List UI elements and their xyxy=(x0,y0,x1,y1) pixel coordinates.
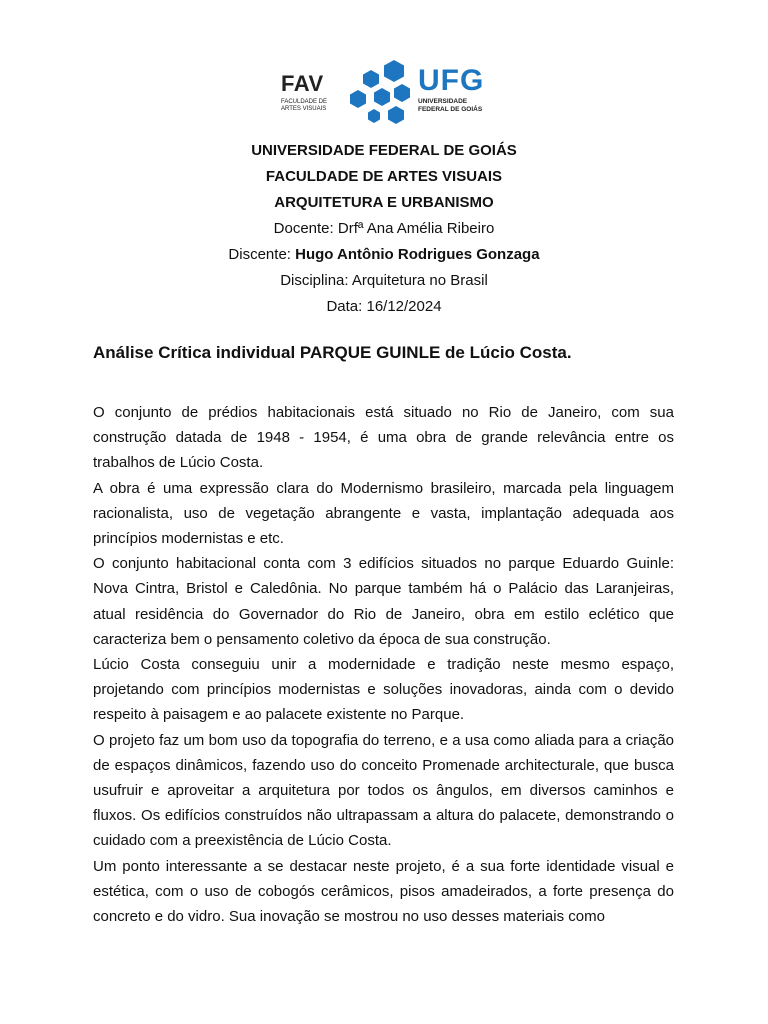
fav-logo xyxy=(281,72,341,113)
course-name: ARQUITETURA E URBANISMO xyxy=(274,194,494,211)
discente-name: Hugo Antônio Rodrigues Gonzaga xyxy=(295,246,540,263)
ufg-logo-subtitle-line-1: UNIVERSIDADE xyxy=(418,98,468,105)
fav-logo-subtitle xyxy=(281,99,341,113)
fav-logo-title: FAV xyxy=(281,71,324,96)
ufg-logo-subtitle xyxy=(418,98,484,114)
paragraph: A obra é uma expressão clara do Modernismo brasileiro, marcada pela linguagem racionalista, uso de vegetação abrangente e vasta, implantação adequada aos princípios modernistas e etc. xyxy=(93,479,674,548)
paragraph: O conjunto habitacional conta com 3 edifícios situados no parque Eduardo Guinle: Nova Cintra, Bristol e Caledônia. No parque também há o Palácio das Laranjeiras, atual residência do Governador do Rio de Janeiro, obra em estilo eclético que caracteriza bem o pensamento coletivo da época de sua construção. xyxy=(93,555,674,648)
paragraph: Um ponto interessante a se destacar neste projeto, é a sua forte identidade visual e estética, com o uso de cobogós cerâmicos, pisos amadeirados, a forte presença do concreto e do vidro. Sua inovação se mostrou no uso desses materiais como xyxy=(93,857,674,926)
date-line: Data: 16/12/2024 xyxy=(326,298,442,315)
ufg-logo xyxy=(418,66,484,114)
discente-line xyxy=(0,244,768,270)
fav-logo-subtitle-line-2: ARTES VISUAIS xyxy=(281,106,327,112)
disciplina-line: Disciplina: Arquitetura no Brasil xyxy=(280,272,488,289)
document-title: Análise Crítica individual PARQUE GUINLE de Lúcio Costa. xyxy=(93,343,572,362)
ufg-logo-title: UFG xyxy=(418,64,485,97)
document-header xyxy=(0,140,768,322)
ufg-hexagon-icon xyxy=(344,56,416,128)
document-body xyxy=(93,400,674,929)
faculty-name: FACULDADE DE ARTES VISUAIS xyxy=(265,168,503,185)
paragraph: Lúcio Costa conseguiu unir a modernidade e tradição neste mesmo espaço, projetando com princípios modernistas e soluções inovadoras, ainda com o devido respeito à paisagem e ao palacete existente no Parque. xyxy=(93,656,674,724)
logo-header xyxy=(0,52,768,132)
fav-logo-subtitle-line-1: FACULDADE DE xyxy=(281,99,328,105)
ufg-logo-subtitle-line-2: FEDERAL DE GOIÁS xyxy=(418,106,483,113)
docente-line: Docente: Drfª Ana Amélia Ribeiro xyxy=(273,220,495,237)
discente-label: Discente: xyxy=(228,246,296,263)
paragraph: O conjunto de prédios habitacionais está situado no Rio de Janeiro, com sua construção datada de 1948 - 1954, é uma obra de grande relevância entre os trabalhos de Lúcio Costa. xyxy=(93,404,674,472)
paragraph: O projeto faz um bom uso da topografia do terreno, e a usa como aliada para a criação de espaços dinâmicos, fazendo uso do conceito Promenade architecturale, que busca usufruir e aproveitar a arquitetura por todos os ângulos, em diversos caminhos e fluxos. Os edifícios construídos não ultrapassam a altura do palacete, demonstrando o cuidado com a preexistência de Lúcio Costa. xyxy=(93,731,674,850)
university-name: UNIVERSIDADE FEDERAL DE GOIÁS xyxy=(251,142,517,159)
